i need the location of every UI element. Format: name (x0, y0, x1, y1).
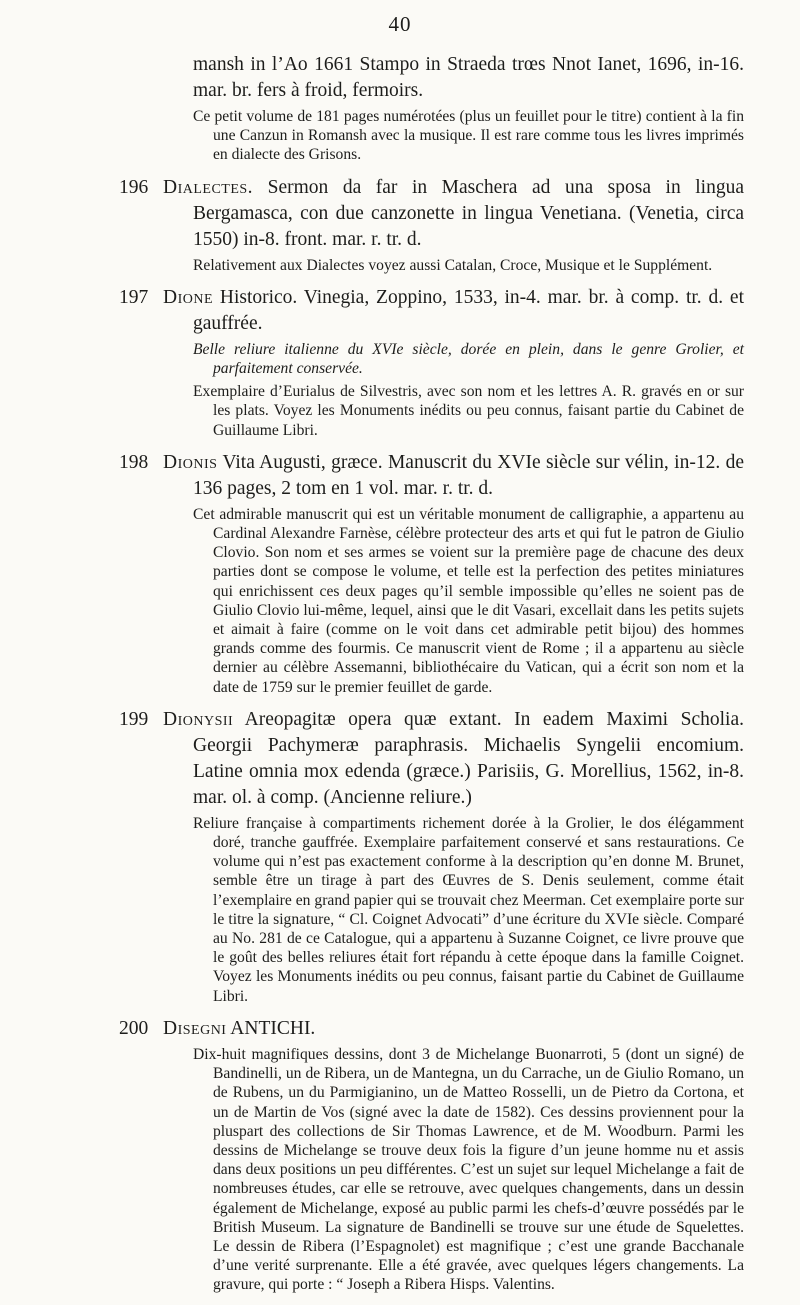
lot-number: 198 (119, 451, 149, 473)
entry-note: Cet admirable manuscrit qui est un véritable monument de calligraphie, a appartenu au Cardinal Alexandre Farnèse, célèbre protecteur des arts et qui fut le patron de Giulio Clovio. Son nom et ses armes se voient sur la première page de chacune des deux parties dont se compose le volume, et telle est la perfection des petites miniatures qui enrichissent ces deux pages qu’il semble impossible qu’elles ne soient pas de Giulio Clovio lui-même, lequel, ainsi que le dit Vasari, excellait dans les petits sujets et aimait à faire (comme on le voit dans cet admirable petit bijou) des hommes grands comme des fourmis. Ce manuscrit vient de Rome ; il a appartenu au siècle dernier au célèbre Assemanni, bibliothécaire du Vatican, qui a écrit son nom et la date de 1759 sur le premier feuillet de garde. (193, 505, 744, 696)
catalogue-page (0, 52, 800, 1305)
catalogue-entry-continued (0, 52, 800, 165)
entry-author: Dialectes. (163, 176, 254, 198)
entry-author: Dionis (163, 451, 218, 473)
entry-title: Areopagitæ opera quæ extant. In eadem Maximi Scholia. Georgii Pachymeræ paraphrasis. Michaelis Syngelii encomium. Latine omnia mox edenda (græce.) Parisiis, G. Morellius, 1562, in-8. mar. ol. à comp. (Ancienne reliure.) (193, 708, 744, 808)
lot-number: 200 (119, 1017, 149, 1039)
entry-note: Belle reliure italienne du XVIe siècle, dorée en plein, dans le genre Grolier, et parfaitement conservée. (193, 340, 744, 378)
entry-note: Dix-huit magnifiques dessins, dont 3 de Michelange Buonarroti, 5 (dont un signé) de Bandinelli, un de Ribera, un de Mantegna, un du Carrache, un de Giulio Romano, un de Rubens, un du Parmigianino, un de Matteo Rosselli, un de Pietro da Cortona, et un de Martin de Vos (signé avec la date de 1582). Ces dessins proviennent pour la pluspart des collections de Sir Thomas Lawrence, et de M. Woodburn. Parmi les dessins de Michelange se trouve deux fois la figure d’un jeune homme nu et assis dans deux positions un peu différentes. C’est un sujet sur lequel Michelange a fait de nombreuses études, car elle se retrouve, avec quelques changements, dans un dessin également de Michelange, exposé au public parmi les chefs-d’œuvre possédés par le British Museum. La signature de Bandinelli se trouve sur une étude de Squelettes. Le dessin de Ribera (l’Espagnolet) est magnifique ; c’est une grande Bacchanale d’une verité surprenante. Elle a été gravée, avec quelques légers changements. La gravure, qui porte : “ Joseph a Ribera Hisps. Valentins. (193, 1045, 744, 1294)
entry-author: Dionysii (163, 708, 234, 730)
catalogue-entry-196 (0, 175, 800, 275)
entry-author: Dione (163, 286, 214, 308)
entry-note: Ce petit volume de 181 pages numérotées (plus un feuillet pour le titre) contient à la fin une Canzun in Romansh avec la musique. Il est rare comme tous les livres imprimés en dialecte des Grisons. (193, 108, 744, 164)
page-number: 40 (388, 12, 412, 36)
entry-heading (163, 1016, 744, 1042)
lot-number: 196 (119, 176, 149, 198)
entry-title: Sermon da far in Maschera ad una sposa in lingua Bergamasca, con due canzonette in lingua Venetiana. (Venetia, circa 1550) in-8. front. mar. r. tr. d. (193, 176, 744, 250)
entry-heading (163, 175, 744, 253)
entry-title: Historico. Vinegia, Zoppino, 1533, in-4. mar. br. à comp. tr. d. et gauffrée. (193, 286, 745, 334)
entry-title: Vita Augusti, græce. Manuscrit du XVIe siècle sur vélin, in-12. de 136 pages, 2 tom en 1 vol. mar. r. tr. d. (193, 451, 744, 499)
entry-heading (163, 707, 744, 811)
catalogue-entry-199 (0, 707, 800, 1006)
catalogue-entry-197 (0, 285, 800, 440)
entry-heading: mansh in l’Ao 1661 Stampo in Straeda trœs Nnot Ianet, 1696, in-16. mar. br. fers à froid, fermoirs. (193, 54, 744, 101)
entry-note: Relativement aux Dialectes voyez aussi Catalan, Croce, Musique et le Supplément. (193, 256, 713, 274)
lot-number: 197 (119, 286, 149, 308)
entry-title: ANTICHI. (230, 1017, 316, 1039)
lot-number: 199 (119, 708, 149, 730)
catalogue-entry-200 (0, 1016, 800, 1295)
entry-heading (163, 450, 744, 502)
catalogue-entry-198 (0, 450, 800, 697)
entry-note: Exemplaire d’Eurialus de Silvestris, avec son nom et les lettres A. R. gravés en or sur les plats. Voyez les Monuments inédits ou peu connus, faisant partie du Cabinet de Guillaume Libri. (193, 383, 744, 439)
entry-note: Reliure française à compartiments richement dorée à la Grolier, le dos élégamment doré, tranche gauffrée. Exemplaire parfaitement conservé et sans restaurations. Ce volume qui n’est pas exactement conforme à la description qu’en donne M. Brunet, semble être un tirage à part des Œuvres de S. Denis seulement, comme était l’exemplaire en grand papier qui se trouvait chez Meerman. Cet exemplaire porte sur le titre la signature, “ Cl. Coignet Advocati” d’une écriture du XVIe siècle. Comparé au No. 281 de ce Catalogue, qui a appartenu à Suzanne Coignet, ce livre prouve que le goût des belles reliures était fort répandu à cette époque dans la famille Coignet. Voyez les Monuments inédits ou peu connus, faisant partie du Cabinet de Guillaume Libri. (193, 814, 744, 1005)
entry-heading (163, 285, 744, 337)
entry-author: Disegni (163, 1017, 227, 1039)
